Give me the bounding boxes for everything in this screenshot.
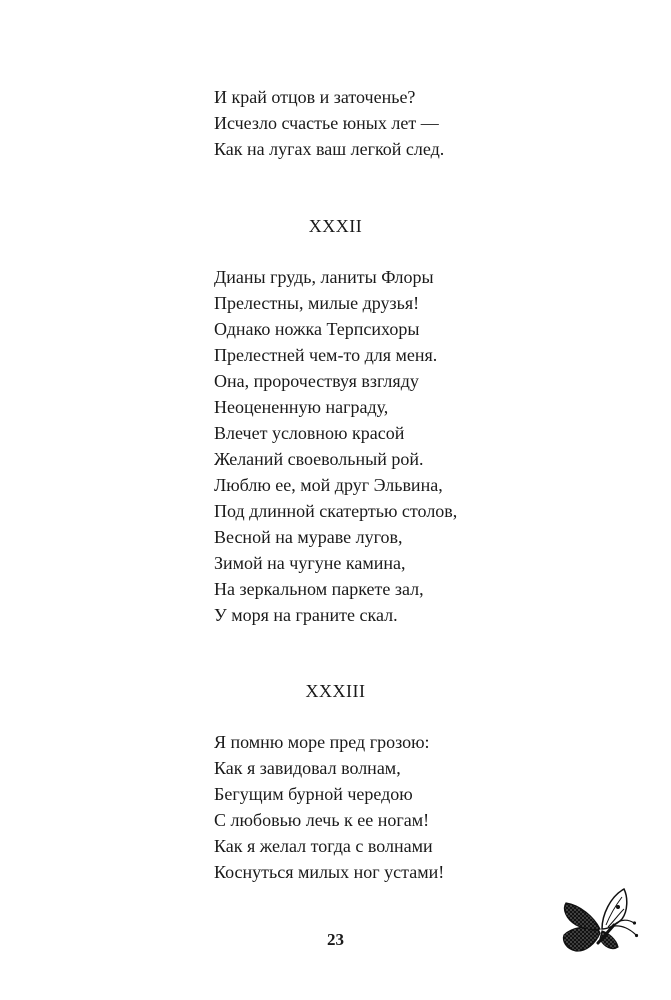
stanza-xxxiii xyxy=(214,729,634,885)
stanza-heading-xxxii: XXXII xyxy=(308,216,363,236)
verse-line: У моря на граните скал. xyxy=(214,605,398,625)
verse-line: Весной на мураве лугов, xyxy=(214,527,403,547)
verse-line: Я помню море пред грозою: xyxy=(214,732,430,752)
verse-line: С любовью лечь к ее ногам! xyxy=(214,810,430,830)
butterfly-icon xyxy=(558,885,642,957)
verse-line: Желаний своевольный рой. xyxy=(214,449,424,469)
verse-line: Бегущим бурной чередою xyxy=(214,784,413,804)
page-number: 23 xyxy=(327,930,344,949)
verse-line: Как я желал тогда с волнами xyxy=(214,836,433,856)
verse-line: Однако ножка Терпсихоры xyxy=(214,319,420,339)
verse-line: Как на лугах ваш легкой след. xyxy=(214,139,445,159)
verse-line: Исчезло счастье юных лет — xyxy=(214,113,439,133)
verse-line: Как я завидовал волнам, xyxy=(214,758,401,778)
verse-line: Прелестней чем-то для меня. xyxy=(214,345,438,365)
verse-line: Люблю ее, мой друг Эльвина, xyxy=(214,475,443,495)
stanza-end-previous xyxy=(214,84,634,162)
verse-line: Зимой на чугуне камина, xyxy=(214,553,406,573)
verse-line: Коснуться милых ног устами! xyxy=(214,862,445,882)
verse-line: Она, пророчествуя взгляду xyxy=(214,371,419,391)
verse-line: И край отцов и заточенье? xyxy=(214,87,416,107)
verse-line: Влечет условною красой xyxy=(214,423,405,443)
verse-line: Под длинной скатертью столов, xyxy=(214,501,458,521)
verse-line: Дианы грудь, ланиты Флоры xyxy=(214,267,434,287)
verse-line: На зеркальном паркете зал, xyxy=(214,579,424,599)
verse-line: Неоцененную награду, xyxy=(214,397,389,417)
stanza-heading-xxxiii: XXXIII xyxy=(305,681,366,701)
verse-line: Прелестны, милые друзья! xyxy=(214,293,420,313)
stanza-xxxii xyxy=(214,264,634,628)
